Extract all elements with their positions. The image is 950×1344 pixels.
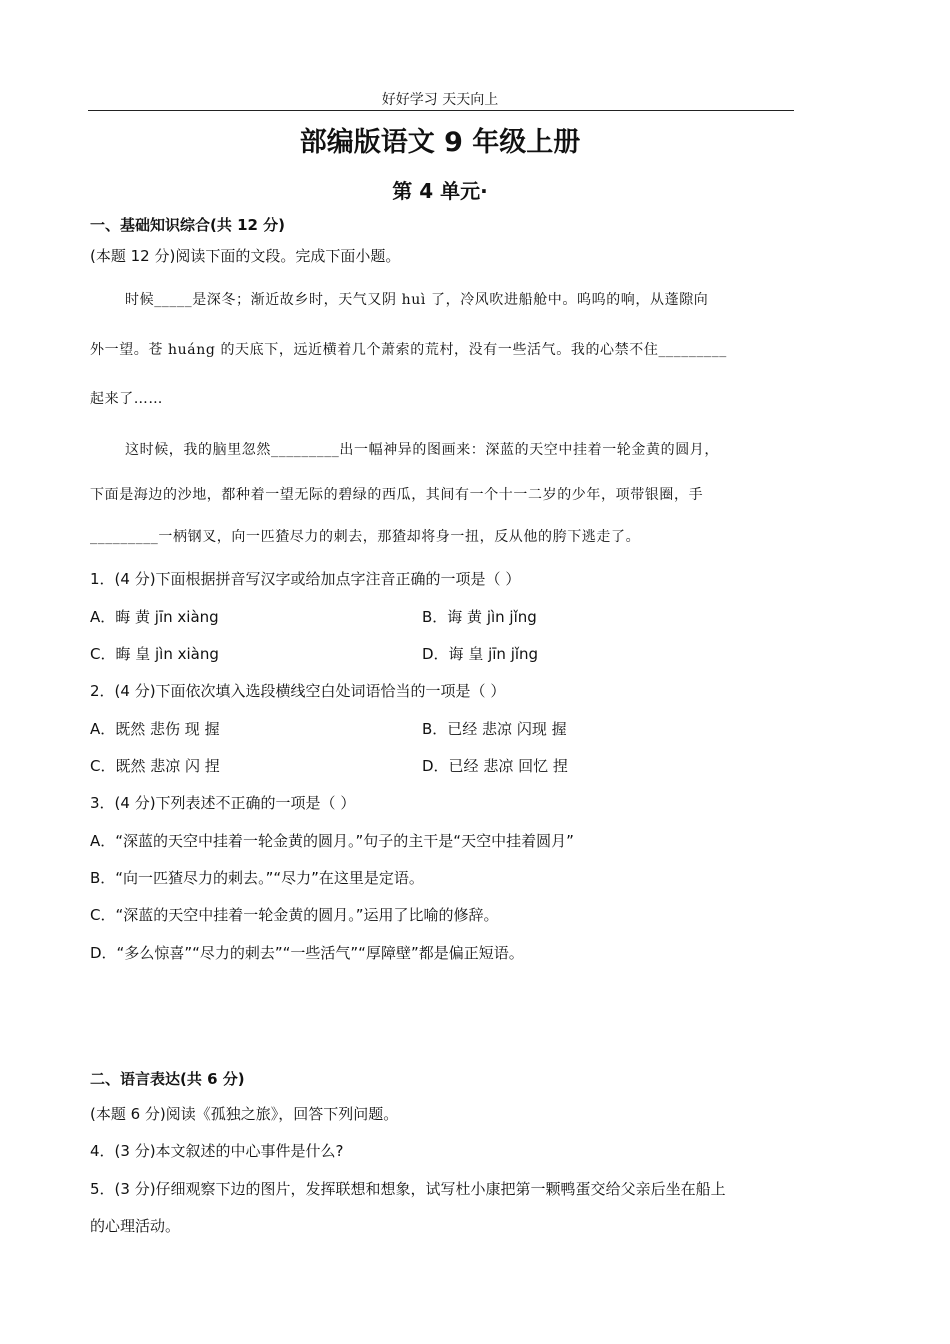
- section-1-intro: (本题 12 分)阅读下面的文段。完成下面小题。: [90, 247, 401, 265]
- question-5-line-1: 5．(3 分)仔细观察下边的图片，发挥联想和想象，试写杜小康把第一颗鸭蛋交给父亲后坐在船上: [90, 1180, 726, 1198]
- q1-option-d: D．诲 皇 jīn jǐng: [422, 645, 539, 663]
- q2-option-c: C．既然 悲凉 闪 捏: [90, 757, 220, 775]
- question-4: 4．(3 分)本文叙述的中心事件是什么?: [90, 1142, 344, 1160]
- section-2-heading: 二、语言表达(共 6 分): [90, 1070, 245, 1088]
- unit-subtitle: 第 4 单元·: [392, 179, 488, 203]
- document-title: 部编版语文 9 年级上册: [299, 127, 581, 158]
- passage-line: 时候_____是深冬；渐近故乡时，天气又阴 huì 了，冷风吹进船舱中。呜呜的响，从蓬隙向: [125, 292, 709, 308]
- section-2-intro: (本题 6 分)阅读《孤独之旅》，回答下列问题。: [90, 1105, 399, 1123]
- header-divider: [88, 110, 794, 111]
- passage-line: 起来了……: [90, 391, 163, 407]
- question-3-stem: 3．(4 分)下列表述不正确的一项是（ ）: [90, 794, 356, 812]
- q1-option-b: B．诲 黄 jìn jǐng: [422, 608, 537, 626]
- passage-line: 这时候，我的脑里忽然_________出一幅神异的图画来：深蓝的天空中挂着一轮金黄的圆月，: [125, 442, 719, 458]
- passage-line: _________一柄钢叉，向一匹猹尽力的刺去，那猹却将身一扭，反从他的胯下逃走了。: [90, 529, 641, 545]
- section-1-heading: 一、基础知识综合(共 12 分): [90, 216, 286, 234]
- question-2-stem: 2．(4 分)下面依次填入选段横线空白处词语恰当的一项是（ ）: [90, 682, 506, 700]
- q3-option-c: C．“深蓝的天空中挂着一轮金黄的圆月。”运用了比喻的修辞。: [90, 906, 499, 924]
- q1-option-c: C．晦 皇 jìn xiàng: [90, 645, 219, 663]
- question-1-stem: 1．(4 分)下面根据拼音写汉字或给加点字注音正确的一项是（ ）: [90, 570, 521, 588]
- q1-option-a: A．晦 黄 jīn xiàng: [90, 608, 219, 626]
- q2-option-d: D．已经 悲凉 回忆 捏: [422, 757, 568, 775]
- q2-option-a: A．既然 悲伤 现 握: [90, 720, 220, 738]
- q3-option-b: B．“向一匹猹尽力的刺去。”“尽力”在这里是定语。: [90, 869, 424, 887]
- page-header: 好好学习 天天向上: [381, 92, 499, 108]
- q2-option-b: B．已经 悲凉 闪现 握: [422, 720, 567, 738]
- passage-line: 外一望。苍 huáng 的天底下，远近横着几个萧索的荒村，没有一些活气。我的心禁不住_________: [90, 342, 727, 358]
- q3-option-d: D．“多么惊喜”“尽力的刺去”“一些活气”“厚障壁”都是偏正短语。: [90, 944, 524, 962]
- passage-line: 下面是海边的沙地，都种着一望无际的碧绿的西瓜，其间有一个十一二岁的少年，项带银圈，手: [90, 487, 704, 503]
- q3-option-a: A．“深蓝的天空中挂着一轮金黄的圆月。”句子的主干是“天空中挂着圆月”: [90, 832, 574, 850]
- question-5-line-2: 的心理活动。: [90, 1217, 181, 1235]
